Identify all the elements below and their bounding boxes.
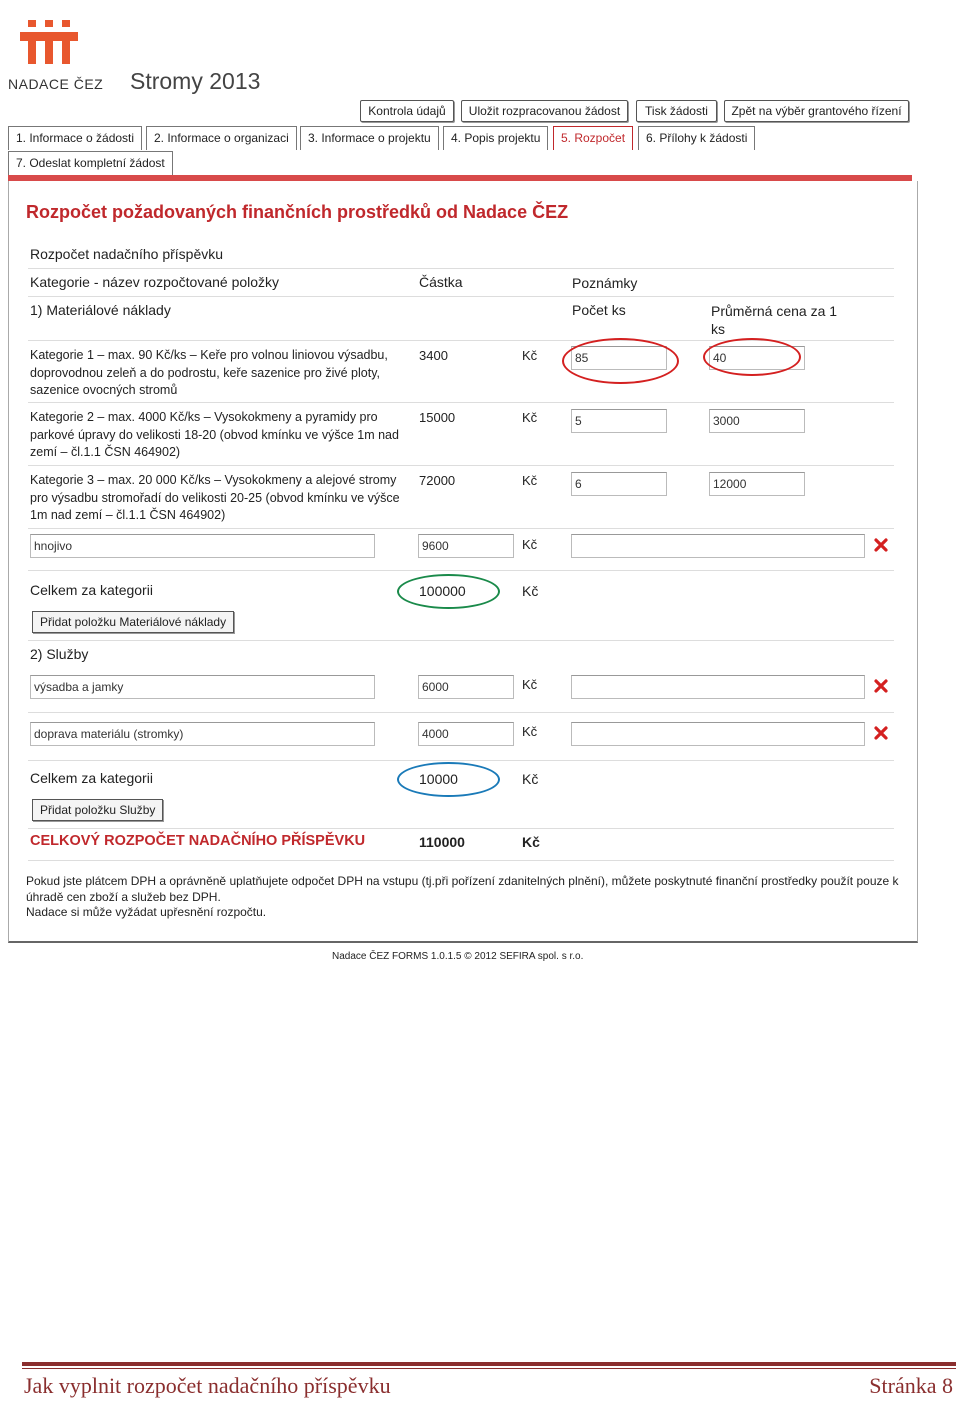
- tab-budget[interactable]: 5. Rozpočet: [553, 126, 633, 150]
- document-footer-title: Jak vyplnit rozpočet nadačního příspěvku: [24, 1373, 391, 1398]
- service-item-1-name-input[interactable]: výsadba a jamky: [30, 675, 375, 699]
- print-button[interactable]: Tisk žádosti: [636, 100, 717, 122]
- check-data-button[interactable]: Kontrola údajů: [360, 100, 454, 122]
- category-2-description: Kategorie 2 – max. 4000 Kč/ks – Vysokokmeny a pyramidy pro parkové úpravy do velikosti 18-20 (obvod kmínku ve výšce 1m nad zemí – čl.1.1 ČSN 464902): [30, 410, 399, 459]
- app-title: Stromy 2013: [130, 68, 261, 94]
- currency-label: Kč: [522, 473, 538, 488]
- col-category-header: Kategorie - název rozpočtované položky: [30, 274, 280, 290]
- budget-refinement-note: Nadace si může vyžádat upřesnění rozpočtu.: [26, 905, 267, 919]
- custom-item-amount-input[interactable]: 9600: [418, 534, 514, 558]
- page-title: Rozpočet požadovaných finančních prostředků od Nadace ČEZ: [26, 202, 569, 222]
- delete-item-icon[interactable]: [874, 726, 888, 740]
- category-2-avg-price-input[interactable]: 3000: [709, 409, 805, 433]
- vat-note: Pokud jste plátcem DPH a oprávněně uplatňujete odpočet DPH na vstupu (tj.při pořízení zdanitelných plnění), můžete poskytnuté finanční prostředky použít pouze k úhradě cen zboží a služeb bez DPH.: [26, 874, 899, 904]
- currency-label: Kč: [522, 771, 539, 787]
- category-2-amount: 15000: [419, 410, 456, 425]
- divider: [28, 760, 894, 761]
- col-avg-price-header: Průměrná cena za 1 ks: [711, 303, 838, 337]
- service-item-2-note-input[interactable]: [571, 722, 865, 746]
- add-material-item-button[interactable]: Přidat položku Materiálové náklady: [32, 611, 234, 633]
- category-3-description: Kategorie 3 – max. 20 000 Kč/ks – Vysokokmeny a alejové stromy pro výsadbu stromořadí do velikosti 20-25 (obvod kmínku ve výšce 1m nad zemí – čl.1.1 ČSN 464902): [30, 473, 400, 522]
- divider: [28, 402, 894, 403]
- divider: [28, 528, 894, 529]
- page-number: Stránka 8: [869, 1373, 953, 1398]
- category-3-amount: 72000: [419, 473, 456, 488]
- currency-label: Kč: [522, 583, 539, 599]
- divider: [28, 570, 894, 571]
- back-to-grants-button[interactable]: Zpět na výběr grantového řízení: [724, 100, 909, 122]
- currency-label: Kč: [522, 724, 538, 739]
- tab-request-info[interactable]: 1. Informace o žádosti: [8, 126, 142, 150]
- currency-label: Kč: [522, 537, 538, 552]
- divider: [28, 268, 894, 269]
- footer-rule-thin: [22, 1368, 956, 1369]
- category-1-description: Kategorie 1 – max. 90 Kč/ks – Keře pro volnou liniovou výsadbu, doprovodnou zeleň a do podrostu, keře sazenice pro živé ploty, sazenice ovocných stromů: [30, 348, 388, 397]
- section-material-title: 1) Materiálové náklady: [30, 302, 171, 318]
- highlight-circle-count: [562, 338, 679, 384]
- add-service-item-button[interactable]: Přidat položku Služby: [32, 799, 163, 821]
- service-item-2-name-input[interactable]: doprava materiálu (stromky): [30, 722, 375, 746]
- app-copyright: Nadace ČEZ FORMS 1.0.1.5 © 2012 SEFIRA spol. s r.o.: [332, 951, 584, 962]
- highlight-circle-avg-price: [703, 338, 801, 376]
- tab-project-description[interactable]: 4. Popis projektu: [443, 126, 548, 150]
- currency-label: Kč: [522, 410, 538, 425]
- divider: [28, 296, 894, 297]
- category-1-amount: 3400: [419, 348, 448, 363]
- tab-submit[interactable]: 7. Odeslat kompletní žádost: [8, 151, 173, 175]
- currency-label: Kč: [522, 677, 538, 692]
- category-3-avg-price-input[interactable]: 12000: [709, 472, 805, 496]
- footer-rule: [22, 1362, 956, 1366]
- col-amount-header: Částka: [419, 274, 463, 290]
- highlight-circle-services-total: [397, 762, 500, 797]
- currency-label: Kč: [522, 834, 540, 850]
- category-1-count-input[interactable]: 85: [571, 346, 667, 370]
- delete-item-icon[interactable]: [874, 538, 888, 552]
- divider: [28, 640, 894, 641]
- grand-total-label: CELKOVÝ ROZPOČET NADAČNÍHO PŘÍSPĚVKU: [30, 833, 366, 849]
- material-total-label: Celkem za kategorii: [30, 582, 153, 598]
- save-draft-button[interactable]: Uložit rozpracovanou žádost: [461, 100, 628, 122]
- divider: [28, 465, 894, 466]
- currency-label: Kč: [522, 348, 538, 363]
- category-1-avg-price-input[interactable]: 40: [709, 346, 805, 370]
- services-total-value: 10000: [419, 771, 458, 787]
- custom-item-note-input[interactable]: [571, 534, 865, 558]
- category-2-count-input[interactable]: 5: [571, 409, 667, 433]
- services-total-label: Celkem za kategorii: [30, 770, 153, 786]
- budget-subheading: Rozpočet nadačního příspěvku: [30, 246, 224, 262]
- highlight-circle-material-total: [397, 574, 500, 609]
- grand-total-value: 110000: [419, 834, 465, 850]
- divider: [28, 828, 894, 829]
- tab-attachments[interactable]: 6. Přílohy k žádosti: [638, 126, 755, 150]
- category-3-count-input[interactable]: 6: [571, 472, 667, 496]
- divider: [28, 860, 894, 861]
- service-item-1-amount-input[interactable]: 6000: [418, 675, 514, 699]
- col-notes-header: Poznámky: [572, 275, 638, 291]
- section-services-title: 2) Služby: [30, 646, 89, 662]
- tab-project-info[interactable]: 3. Informace o projektu: [300, 126, 439, 150]
- custom-item-name-input[interactable]: hnojivo: [30, 534, 375, 558]
- tab-organization-info[interactable]: 2. Informace o organizaci: [146, 126, 297, 150]
- material-total-value: 100000: [419, 583, 466, 599]
- divider: [28, 712, 894, 713]
- nadace-cez-logo-icon: [20, 20, 78, 64]
- logo-text: NADACE ČEZ: [8, 76, 104, 92]
- col-count-header: Počet ks: [572, 302, 626, 318]
- delete-item-icon[interactable]: [874, 679, 888, 693]
- service-item-2-amount-input[interactable]: 4000: [418, 722, 514, 746]
- service-item-1-note-input[interactable]: [571, 675, 865, 699]
